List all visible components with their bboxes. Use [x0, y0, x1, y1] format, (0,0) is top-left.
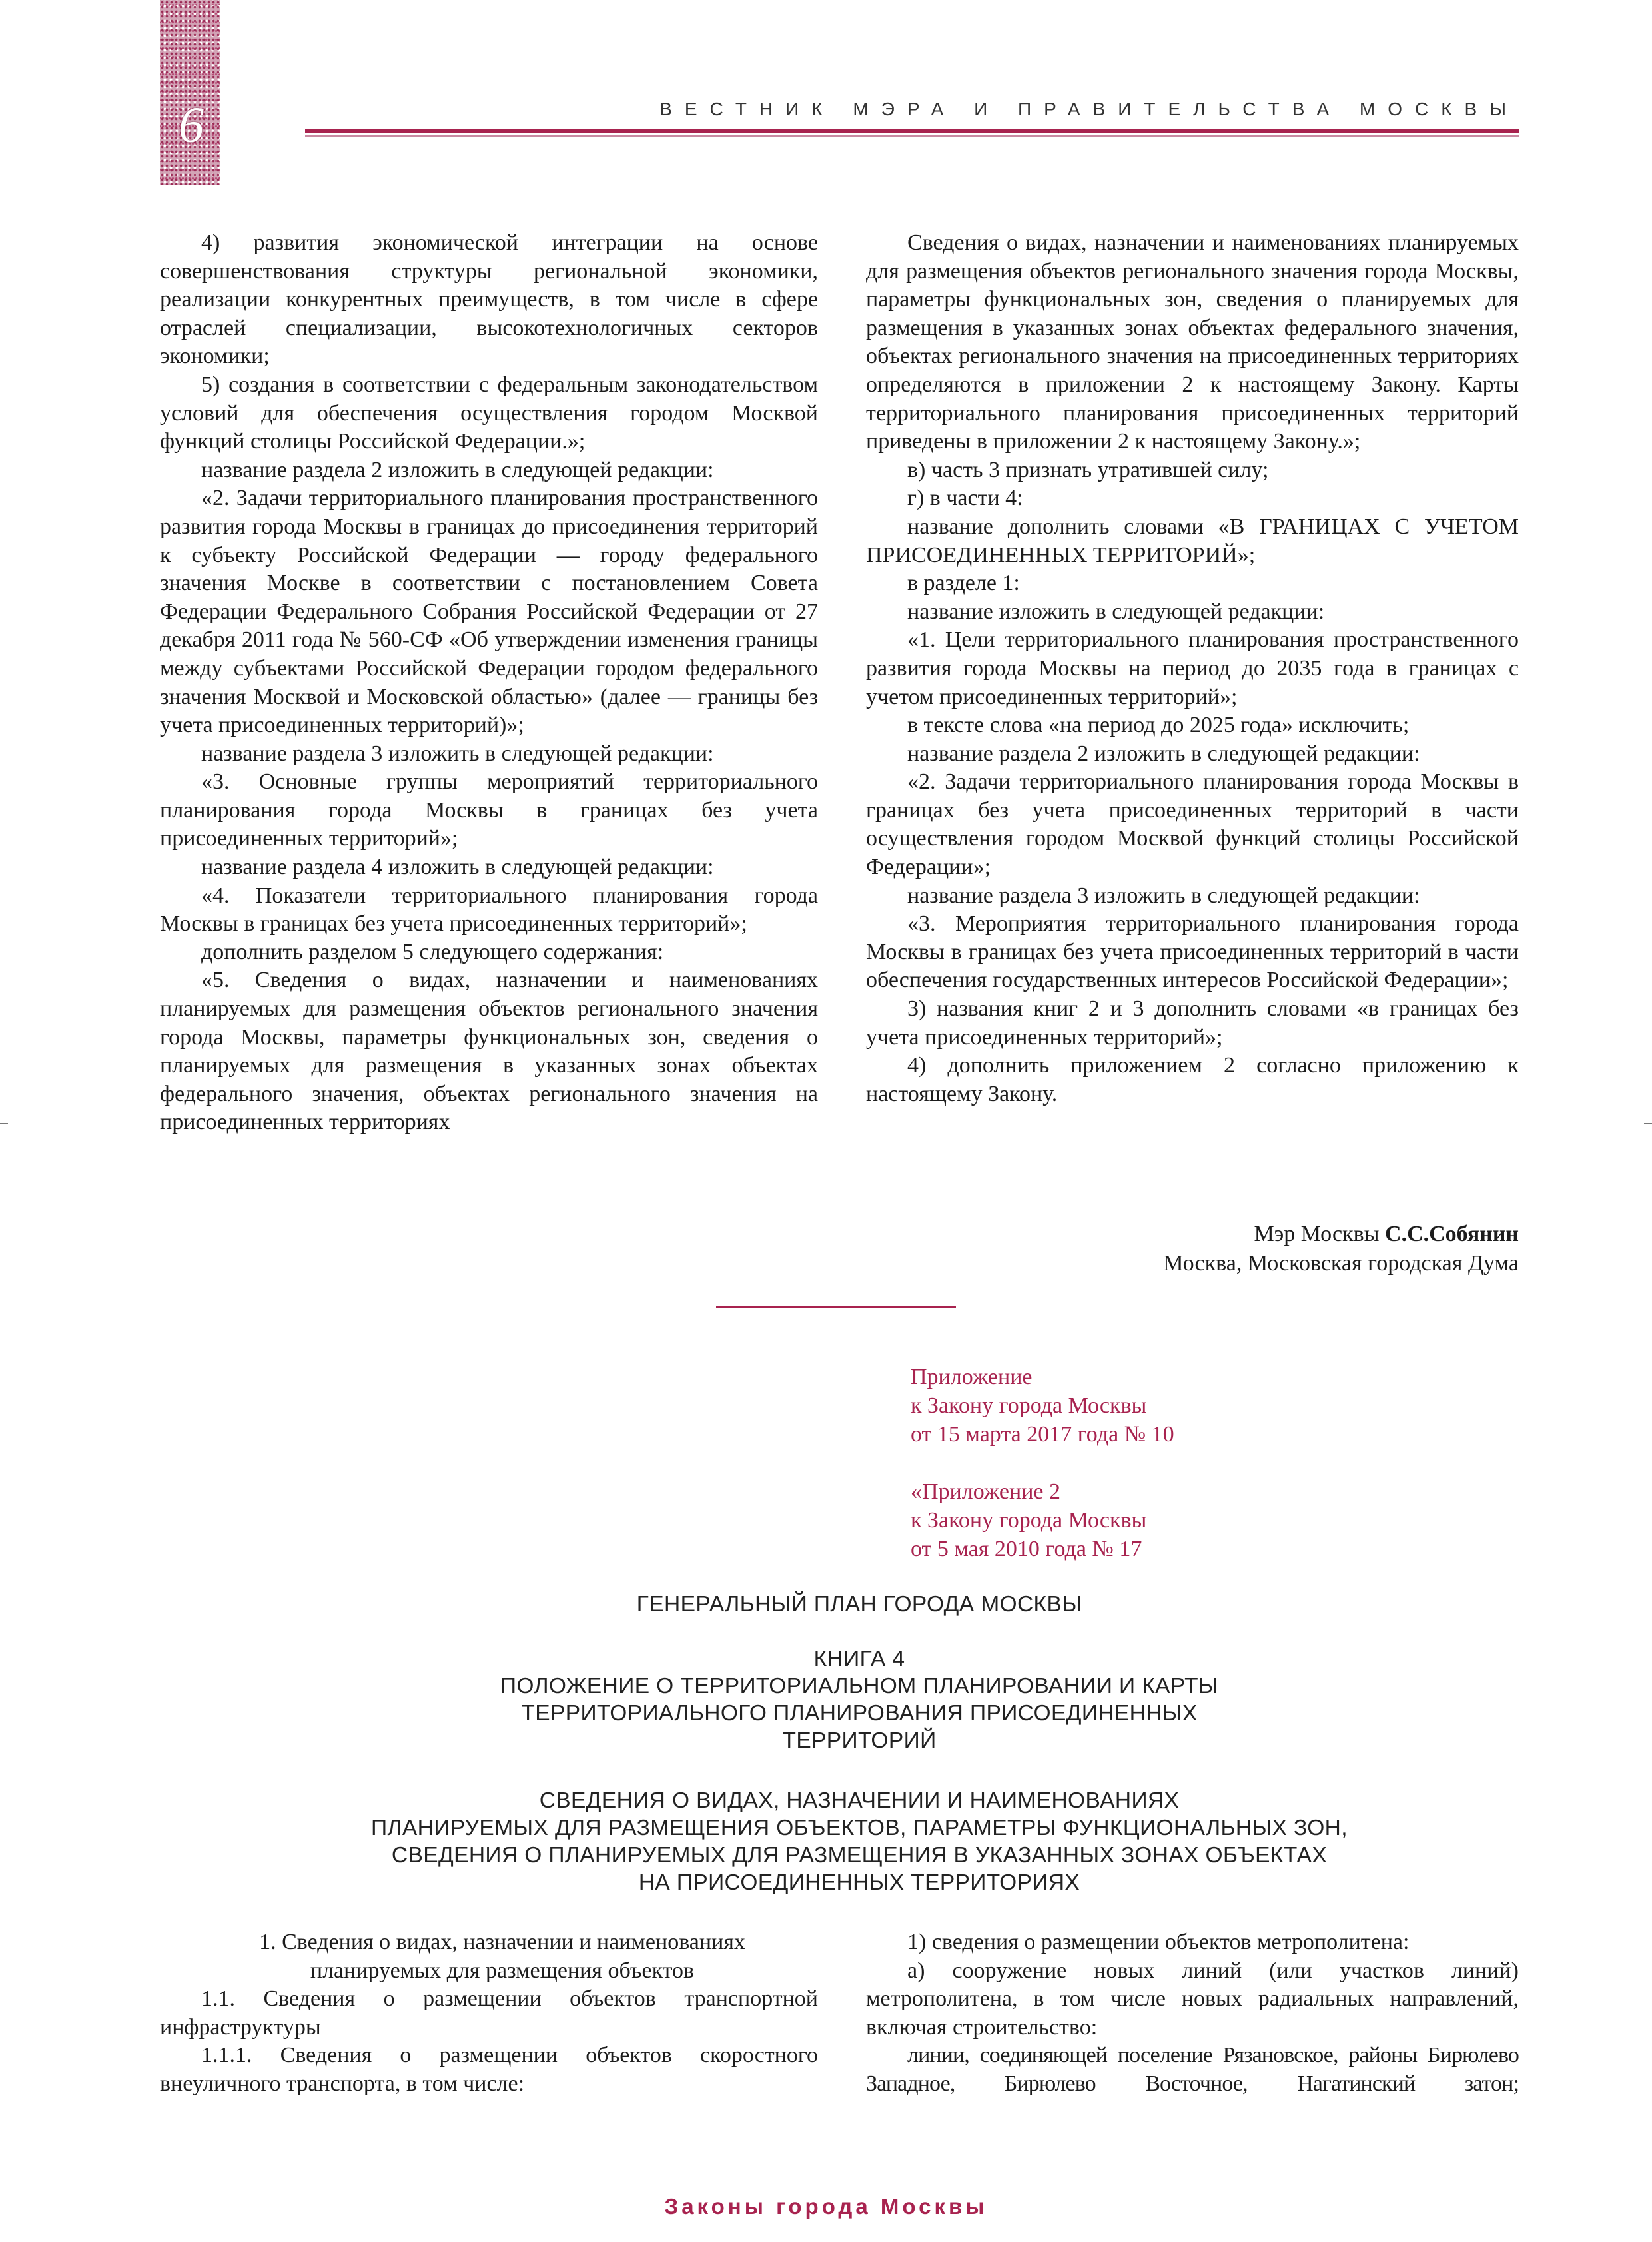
paragraph: в) часть 3 признать утратившей силу;: [907, 457, 1269, 482]
appendix-line: Приложение: [911, 1365, 1032, 1389]
paragraph: название изложить в следующей редакции:: [907, 599, 1325, 624]
paragraph: линии, соединяющей поселение Рязановское, районы Бирюлево Западное, Бирюлево Восточное, Нагатинский затон;: [866, 2043, 1519, 2096]
right-column-top: [866, 229, 1519, 1108]
signature-name: С.С.Собянин: [1385, 1222, 1519, 1246]
paragraph: «5. Сведения о видах, назначении и наименованиях планируемых для размещения объектов регионального значения города Москвы, параметры функциональных зон, сведения о планируемых для размещения в указанных зонах объектах федерального значения, объектах регионального значения на присоединенных территориях: [160, 968, 818, 1135]
paragraph: дополнить разделом 5 следующего содержания:: [201, 939, 664, 964]
appendix-note-1: [911, 1363, 1377, 1449]
heading-line: СВЕДЕНИЯ О ВИДАХ, НАЗНАЧЕНИИ И НАИМЕНОВАНИЯХ: [539, 1788, 1180, 1813]
heading-line: ГЕНЕРАЛЬНЫЙ ПЛАН ГОРОДА МОСКВЫ: [636, 1592, 1082, 1617]
paragraph: 5) создания в соответствии с федеральным законодательством условий для обеспечения осуществления городом Москвой функций столицы Российской Федерации.»;: [160, 372, 818, 454]
margin-tick-right: [1644, 1123, 1652, 1124]
paragraph: г) в части 4:: [907, 486, 1023, 511]
paragraph: Сведения о видах, назначении и наименованиях планируемых для размещения объектов регионального значения города Москвы, параметры функциональных зон, сведения о планируемых для размещения в указанных зонах объектах федерального значения, объектах регионального значения на присоединенных территориях определяются в приложении 2 к настоящему Закону. Карты территориального планирования присоединенных территорий приведены в приложении 2 к настоящему Закону.»;: [866, 230, 1519, 454]
paragraph: 3) названия книг 2 и 3 дополнить словами «в границах без учета присоединенных территорий»;: [866, 996, 1519, 1050]
paragraph: название дополнить словами «В ГРАНИЦАХ С УЧЕТОМ ПРИСОЕДИНЕННЫХ ТЕРРИТОРИЙ»;: [866, 514, 1519, 567]
paragraph: 4) дополнить приложением 2 согласно приложению к настоящему Закону.: [866, 1053, 1519, 1106]
heading-line: ТЕРРИТОРИЙ: [782, 1728, 937, 1753]
decorative-corner-pattern: [160, 0, 220, 185]
left-column-bottom: [160, 1928, 818, 2099]
signature-place: Москва, Московская городская Дума: [1163, 1251, 1519, 1276]
paragraph: название раздела 3 изложить в следующей редакции:: [907, 883, 1420, 908]
paragraph: в тексте слова «на период до 2025 года» исключить;: [907, 713, 1410, 738]
paragraph: «2. Задачи территориального планирования пространственного развития города Москвы в границах до присоединения территорий к субъекту Российской Федерации — городу федерального значения Москве в соответствии с постановлением Совета Федерации Федерального Собрания Российской Федерации от 27 декабря 2011 года № 560-СФ «Об утверждении изменения границы между субъектами Российской Федерации городом федерального значения Москвой и Московской областью» (далее — границы без учета присоединенных территорий)»;: [160, 486, 818, 738]
paragraph: 1.1.1. Сведения о размещении объектов скоростного внеуличного транспорта, в том числе:: [160, 2043, 818, 2096]
header-rule-thin: [305, 135, 1519, 137]
page-number: 6: [179, 97, 204, 153]
plan-title: [200, 1591, 1519, 1618]
heading-line: СВЕДЕНИЯ О ПЛАНИРУЕМЫХ ДЛЯ РАЗМЕЩЕНИЯ В УКАЗАННЫХ ЗОНАХ ОБЪЕКТАХ: [391, 1843, 1328, 1868]
paragraph: «4. Показатели территориального планирования города Москвы в границах без учета присоединенных территорий»;: [160, 883, 818, 936]
paragraph: «3. Мероприятия территориального планирования города Москвы в границах без учета присоединенных территорий в части обеспечения государственных интересов Российской Федерации»;: [866, 911, 1519, 993]
heading-line: ПОЛОЖЕНИЕ О ТЕРРИТОРИАЛЬНОМ ПЛАНИРОВАНИИ И КАРТЫ: [500, 1674, 1219, 1698]
margin-tick-left: [0, 1123, 8, 1124]
book-heading: [200, 1645, 1519, 1754]
appendix-line: к Закону города Москвы: [911, 1508, 1147, 1533]
left-column-top: [160, 229, 818, 1137]
appendix-line: от 15 марта 2017 года № 10: [911, 1422, 1174, 1447]
appendix-note-2: [911, 1477, 1377, 1563]
paragraph: название раздела 2 изложить в следующей редакции:: [907, 741, 1420, 766]
paragraph: в разделе 1:: [907, 571, 1020, 596]
section-heading: [200, 1787, 1519, 1896]
header-rule: [305, 129, 1519, 133]
heading-line: НА ПРИСОЕДИНЕННЫХ ТЕРРИТОРИЯХ: [638, 1870, 1080, 1895]
separator-rule: [716, 1306, 956, 1308]
signature-line: [1254, 1220, 1519, 1248]
paragraph: «3. Основные группы мероприятий территориального планирования города Москвы в границах без учета присоединенных территорий»;: [160, 769, 818, 851]
paragraph: 4) развития экономической интеграции на основе совершенствования структуры региональной экономики, реализации конкурентных преимуществ, в том числе в сфере отраслей специализации, высокотехнологичных секторов экономики;: [160, 230, 818, 369]
heading-line: КНИГА 4: [813, 1647, 905, 1671]
paragraph: название раздела 3 изложить в следующей редакции:: [201, 741, 714, 766]
appendix-line: от 5 мая 2010 года № 17: [911, 1537, 1142, 1561]
paragraph: «1. Цели территориального планирования пространственного развития города Москвы на период до 2035 года в границах с учетом присоединенных территорий»;: [866, 627, 1519, 709]
signature-title: Мэр Москвы: [1254, 1222, 1380, 1246]
paragraph: название раздела 4 изложить в следующей редакции:: [201, 855, 714, 880]
subsection-title: 1. Сведения о видах, назначении и наименованиях: [259, 1930, 745, 1954]
paragraph: название раздела 2 изложить в следующей редакции:: [201, 457, 714, 482]
appendix-line: «Приложение 2: [911, 1479, 1060, 1504]
right-column-bottom: [866, 1928, 1519, 2099]
journal-title: ВЕСТНИК МЭРА И ПРАВИТЕЛЬСТВА МОСКВЫ: [659, 99, 1519, 119]
heading-line: ТЕРРИТОРИАЛЬНОГО ПЛАНИРОВАНИЯ ПРИСОЕДИНЕННЫХ: [521, 1701, 1198, 1726]
paragraph: 1.1. Сведения о размещении объектов транспортной инфраструктуры: [160, 1986, 818, 2040]
footer-section-title: Законы города Москвы: [664, 2194, 988, 2219]
paragraph: «2. Задачи территориального планирования города Москвы в границах без учета присоединенных территорий в части осуществления городом Москвой функций столицы Российской Федерации»;: [866, 769, 1519, 880]
appendix-line: к Закону города Москвы: [911, 1393, 1147, 1418]
subsection-title-cont: планируемых для размещения объектов: [310, 1958, 695, 1983]
heading-line: ПЛАНИРУЕМЫХ ДЛЯ РАЗМЕЩЕНИЯ ОБЪЕКТОВ, ПАРАМЕТРЫ ФУНКЦИОНАЛЬНЫХ ЗОН,: [371, 1816, 1348, 1840]
paragraph: 1) сведения о размещении объектов метрополитена:: [907, 1930, 1410, 1954]
paragraph: а) сооружение новых линий (или участков линий) метрополитена, в том числе новых радиальных направлений, включая строительство:: [866, 1958, 1519, 2040]
